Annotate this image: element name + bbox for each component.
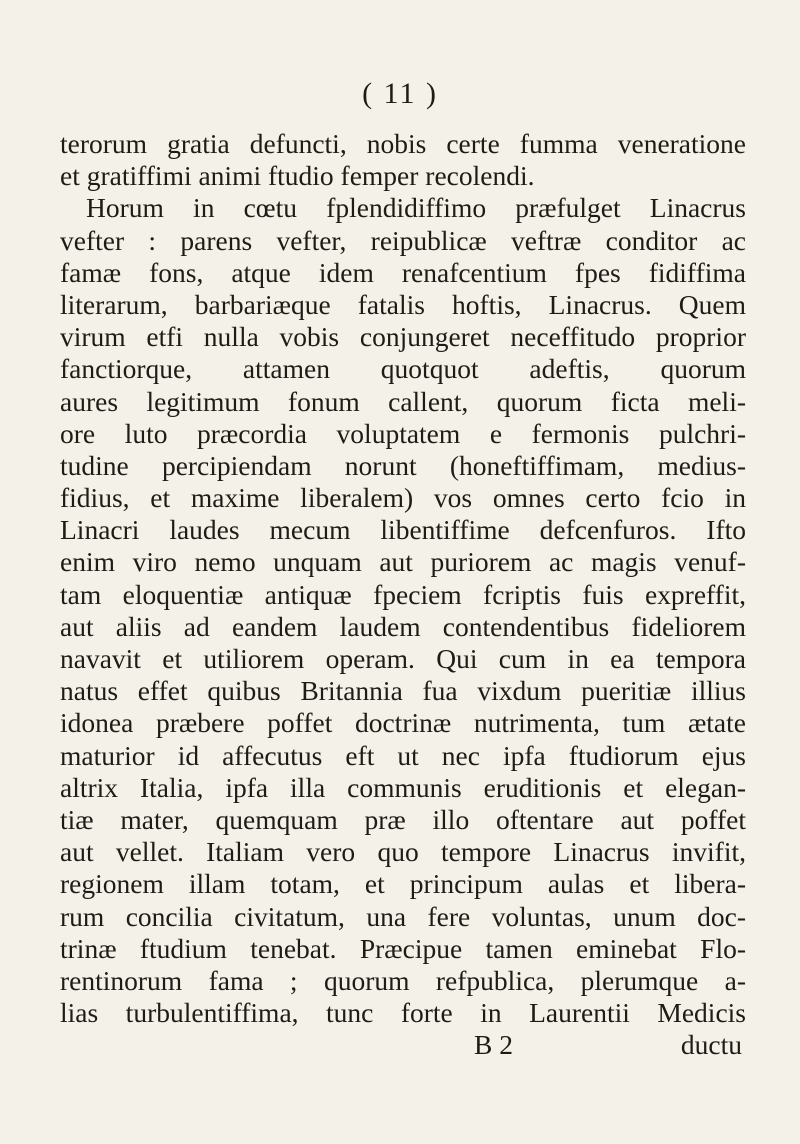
text-line: aut vellet. Italiam vero quo tempore Linacrus invifit, xyxy=(60,836,746,868)
page-number: ( 11 ) xyxy=(362,77,438,110)
text-line: literarum, barbariæque fatalis hoftis, Linacrus. Quem xyxy=(60,288,746,320)
text-line: navavit et utiliorem operam. Qui cum in ea tempora xyxy=(60,643,746,674)
signature-mark: B 2 xyxy=(474,1029,513,1061)
text-line: idonea præbere poffet doctrinæ nutrimenta, tum ætate xyxy=(60,707,746,739)
text-line: tudine percipiendam norunt (honeftiffimam, medius- xyxy=(60,449,746,481)
body-text xyxy=(60,128,746,1061)
text-line: aures legitimum fonum callent, quorum ficta meli- xyxy=(60,385,746,417)
text-line: et gratiffimi animi ftudio femper recolendi. xyxy=(60,160,535,192)
text-line: tiæ mater, quemquam præ illo oftentare aut poffet xyxy=(60,803,746,835)
text-line: rum concilia civitatum, una fere voluntas, unum doc- xyxy=(60,900,746,932)
text-line: natus effet quibus Britannia fua vixdum pueritiæ illius xyxy=(60,675,746,707)
text-line: lias turbulentiffima, tunc forte in Laurentii Medicis xyxy=(60,997,746,1029)
text-line: altrix Italia, ipfa illa communis eruditionis et elegan- xyxy=(60,771,746,803)
text-line: enim viro nemo unquam aut puriorem ac magis venuf- xyxy=(60,546,746,578)
text-line: fanctiorque, attamen quotquot adeftis, quorum xyxy=(60,353,746,385)
text-line: regionem illam totam, et principum aulas et libera- xyxy=(60,868,746,900)
text-line: vefter : parens vefter, reipublicæ veftræ conditor ac xyxy=(60,224,746,256)
text-line: tam eloquentiæ antiquæ fpeciem fcriptis fuis expreffit, xyxy=(60,578,746,610)
text-line: Horum in cœtu fplendidiffimo præfulget Linacrus xyxy=(86,192,746,224)
text-line: rentinorum fama ; quorum refpublica, plerumque a- xyxy=(60,964,746,996)
footer-line xyxy=(60,1029,746,1061)
text-line: famæ fons, atque idem renafcentium fpes fidiffima xyxy=(60,256,746,288)
text-line: Linacri laudes mecum libentiffime defcenfuros. Ifto xyxy=(60,514,746,546)
text-line: ore luto præcordia voluptatem e fermonis pulchri- xyxy=(60,417,746,449)
text-line: maturior id affecutus eft ut nec ipfa ftudiorum ejus xyxy=(60,739,746,771)
text-line: virum etfi nulla vobis conjungeret neceffitudo proprior xyxy=(60,321,746,353)
catchword: ductu xyxy=(680,1029,742,1061)
text-line: fidius, et maxime liberalem) vos omnes certo fcio in xyxy=(60,482,746,514)
text-line: trinæ ftudium tenebat. Præcipue tamen eminebat Flo- xyxy=(60,932,746,964)
text-line: aut aliis ad eandem laudem contendentibus fideliorem xyxy=(60,610,746,642)
text-line: terorum gratia defuncti, nobis certe fumma veneratione xyxy=(60,128,746,159)
